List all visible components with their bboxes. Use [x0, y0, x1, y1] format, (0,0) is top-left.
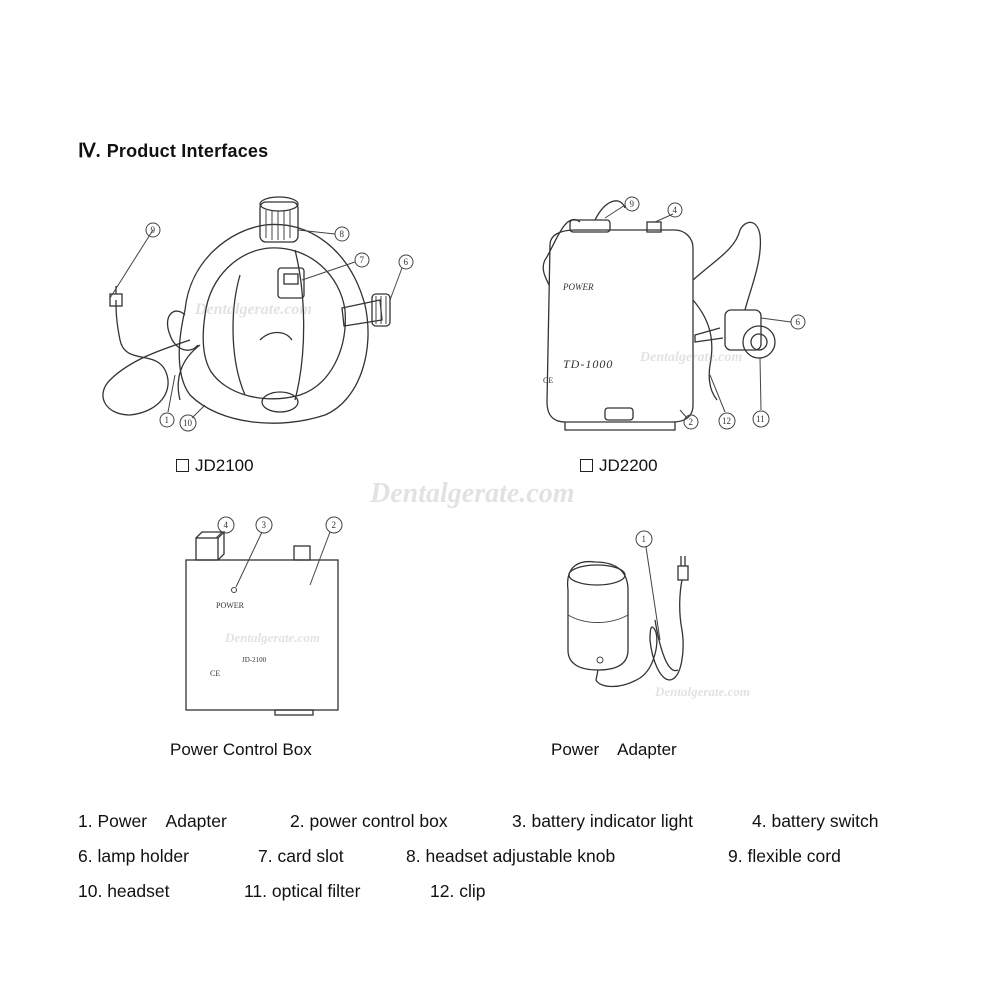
svg-text:9: 9: [150, 225, 155, 235]
jd2200-power-label: POWER: [563, 282, 594, 292]
legend-item: 12. clip: [430, 881, 486, 901]
svg-text:12: 12: [722, 416, 731, 426]
watermark: Dentalgerate.com: [370, 478, 575, 509]
watermark: Dentalgerate.com: [195, 301, 312, 318]
power-control-box-caption: Power Control Box: [170, 740, 312, 759]
jd2200-caption: JD2200: [580, 456, 658, 476]
svg-text:10: 10: [183, 418, 192, 428]
svg-text:2: 2: [688, 417, 693, 427]
adapter-callouts: [636, 531, 660, 640]
jd2100-caption: JD2100: [176, 456, 254, 476]
legend-item: 10. headset: [78, 881, 170, 901]
section-title: Product Interfaces: [106, 141, 269, 161]
legend-item: 1. Power Adapter: [78, 811, 227, 831]
svg-text:3: 3: [261, 520, 266, 530]
svg-text:1: 1: [164, 415, 169, 425]
svg-text:2: 2: [331, 520, 336, 530]
pcb-model-label: JD-2100: [242, 656, 267, 664]
legend-item: 11. optical filter: [244, 881, 361, 901]
pcb-callouts: [216, 517, 342, 587]
watermark: Dentalgerate.com: [640, 350, 743, 365]
jd2200-ce-label: CE: [543, 376, 554, 385]
legend-item: 2. power control box: [290, 811, 448, 831]
legend-item: 9. flexible cord: [728, 846, 841, 866]
svg-text:4: 4: [672, 205, 677, 215]
svg-text:6: 6: [403, 257, 408, 267]
legend-item: 6. lamp holder: [78, 846, 189, 866]
power-adapter-illustration: [560, 530, 730, 710]
jd2200-model-label: TD-1000: [563, 357, 614, 371]
jd2200-callouts: [605, 197, 805, 429]
pcb-power-label: POWER: [216, 601, 244, 610]
svg-text:6: 6: [795, 317, 800, 327]
svg-text:4: 4: [223, 520, 228, 530]
svg-text:1: 1: [641, 534, 646, 544]
power-control-box-illustration: [180, 510, 360, 720]
pcb-ce-label: CE: [210, 669, 221, 678]
svg-text:7: 7: [359, 255, 364, 265]
legend-item: 8. headset adjustable knob: [406, 846, 616, 866]
svg-text:11: 11: [756, 414, 765, 424]
legend-item: 7. card slot: [258, 846, 344, 866]
section-number: Ⅳ.: [78, 141, 101, 162]
section-heading: [78, 140, 268, 163]
watermark: Dentalgerate.com: [655, 684, 750, 699]
watermark: Dentalgerate.com: [225, 630, 320, 645]
legend-item: 4. battery switch: [752, 811, 879, 831]
checkbox-icon: [176, 459, 189, 472]
legend-item: 3. battery indicator light: [512, 811, 693, 831]
svg-text:8: 8: [339, 229, 344, 239]
checkbox-icon: [580, 459, 593, 472]
power-adapter-caption: Power Adapter: [551, 740, 677, 759]
svg-text:9: 9: [629, 199, 634, 209]
jd2200-illustration: [535, 190, 815, 440]
